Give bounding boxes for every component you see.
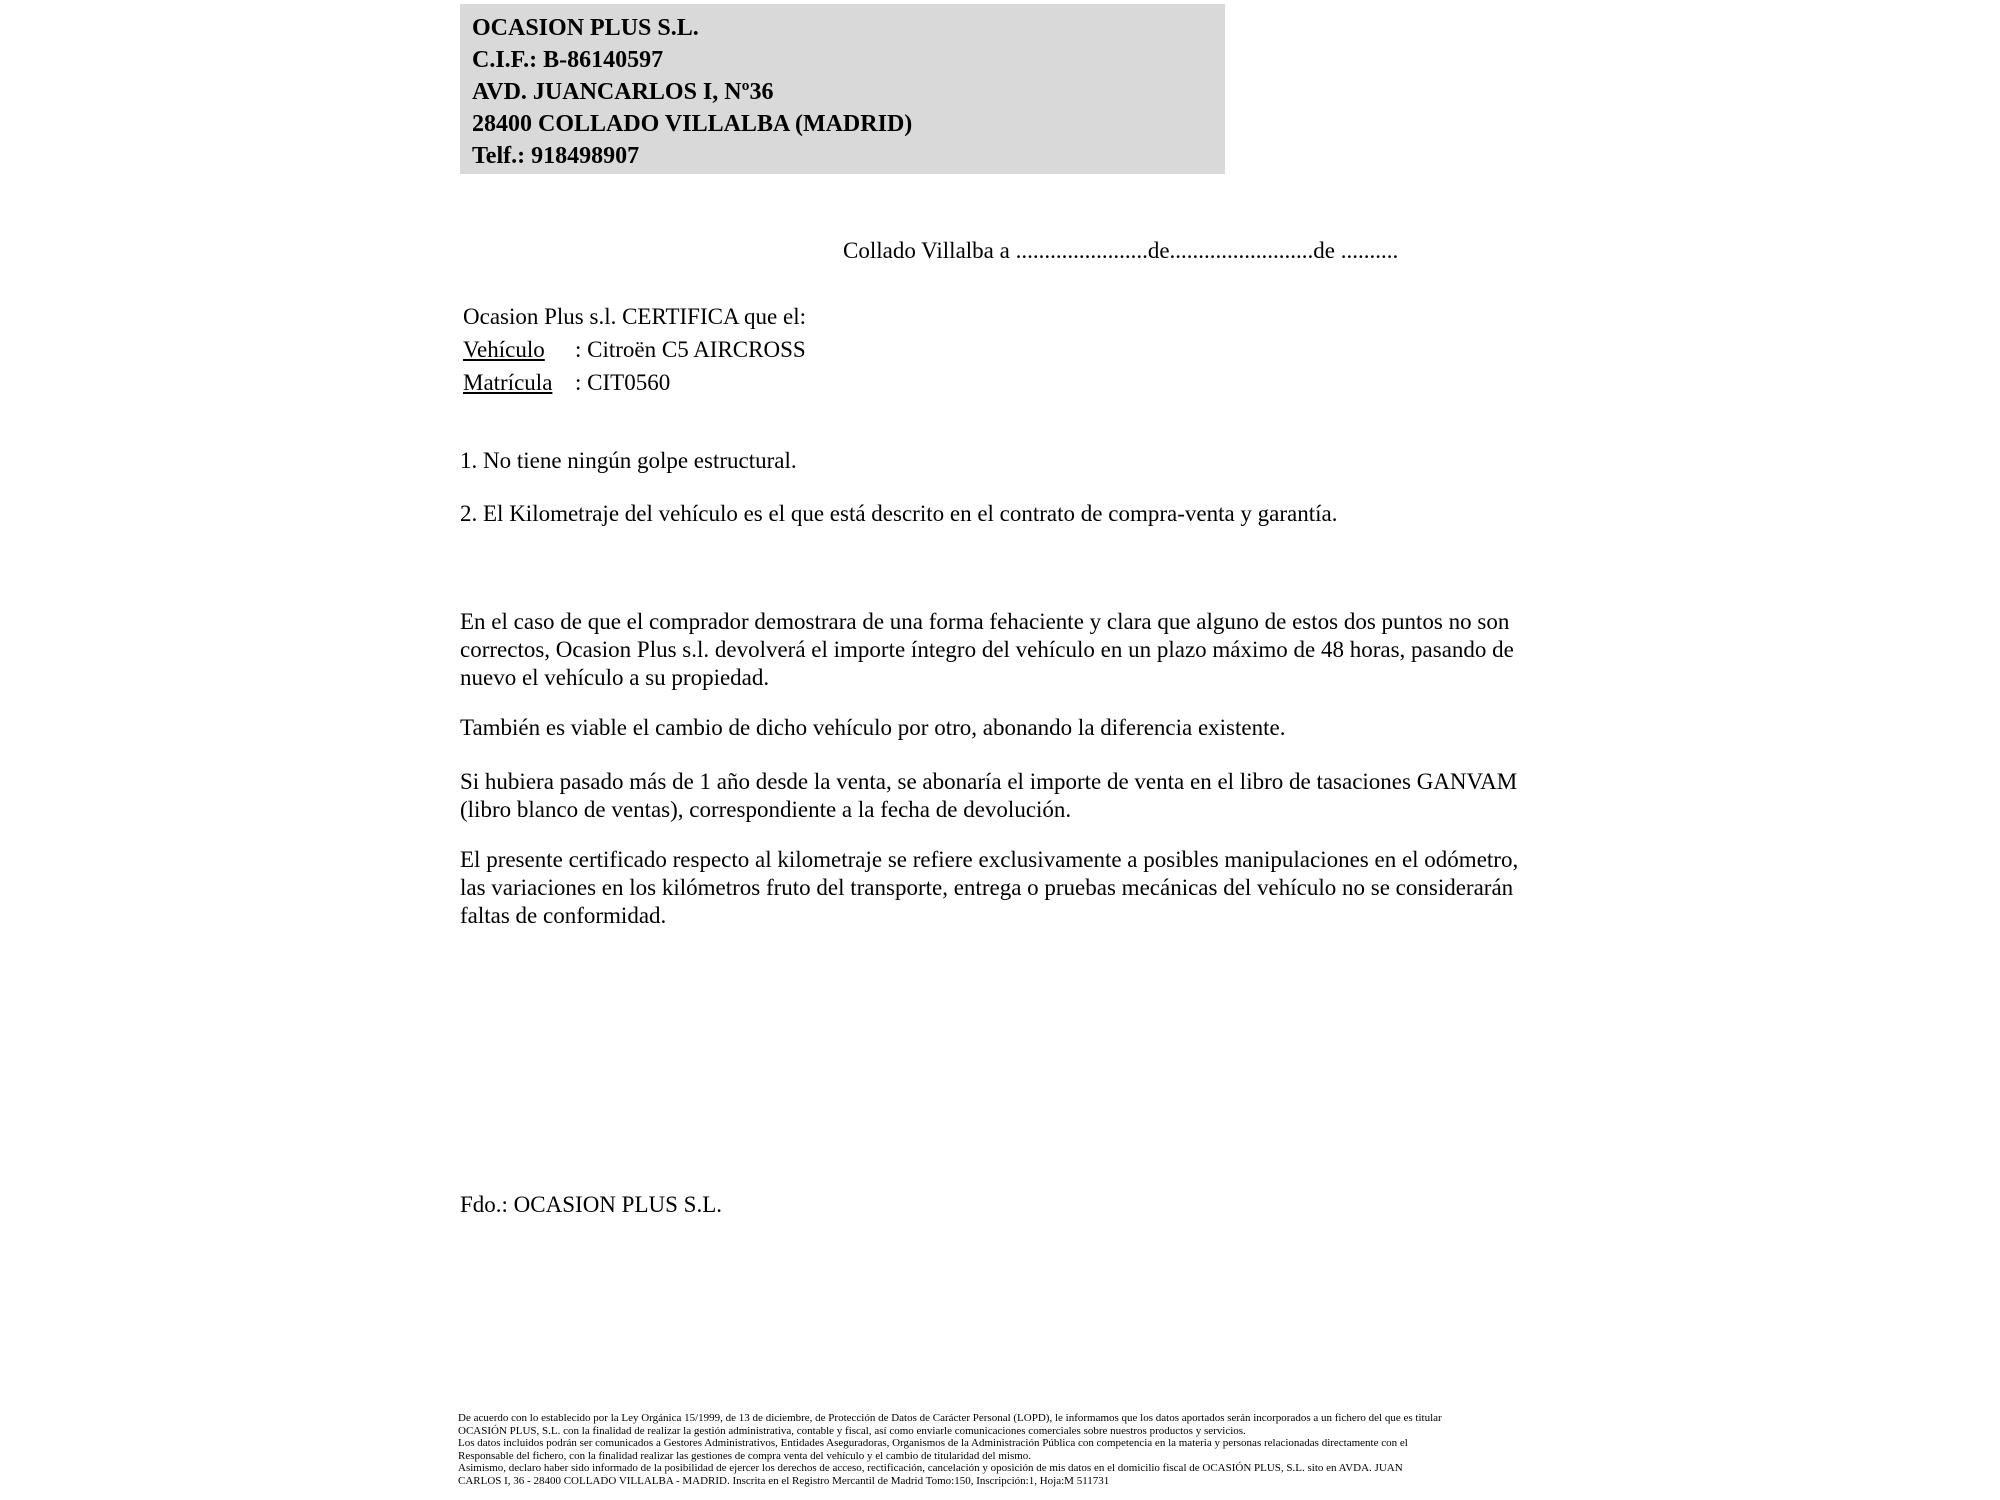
plate-value: : CIT0560 xyxy=(575,370,671,395)
company-address: AVD. JUANCARLOS I, Nº36 xyxy=(472,79,774,105)
fine-print-line: CARLOS I, 36 - 28400 COLLADO VILLALBA - MADRID. Inscrita en el Registro Mercantil de Madrid Tomo:150, Inscripción:1, Hoja:M 511731 xyxy=(458,1474,1110,1487)
company-cif: C.I.F.: B-86140597 xyxy=(472,47,664,73)
ganvam-paragraph: Si hubiera pasado más de 1 año desde la venta, se abonaría el importe de venta en el libro de tasaciones GANVAM (libro blanco de ventas), correspondiente a la fecha de devolución. xyxy=(460,769,1518,822)
certifica-intro: Ocasion Plus s.l. CERTIFICA que el: xyxy=(463,304,806,329)
vehicle-label: Vehículo xyxy=(463,337,545,362)
refund-paragraph: En el caso de que el comprador demostrara de una forma fehaciente y clara que alguno de estos dos puntos no son correctos, Ocasion Plus s.l. devolverá el importe íntegro del vehículo en un plazo máximo de 48 horas, pasando de nuevo el vehículo a su propiedad. xyxy=(460,609,1514,690)
plate-row xyxy=(463,366,806,399)
date-blank-line: Collado Villalba a .......................de.........................de .......... xyxy=(843,238,1399,263)
certification-block xyxy=(463,300,806,399)
legal-fine-print xyxy=(458,1412,1548,1488)
company-city: 28400 COLLADO VILLALBA (MADRID) xyxy=(472,111,913,137)
odometer-paragraph: El presente certificado respecto al kilometraje se refiere exclusivamente a posibles manipulaciones en el odómetro, las variaciones en los kilómetros fruto del transporte, entrega o pruebas mecánicas del vehículo no se considerarán faltas de conformidad. xyxy=(460,847,1519,928)
certified-point-2: 2. El Kilometraje del vehículo es el que está descrito en el contrato de compra-venta y garantía. xyxy=(460,501,1338,526)
company-phone: Telf.: 918498907 xyxy=(472,143,640,169)
fine-print-line: OCASIÓN PLUS, S.L. con la finalidad de realizar la gestión administrativa, contable y fiscal, así como enviarle comunicaciones comerciales sobre nuestros productos y servicios. xyxy=(458,1424,1246,1437)
fine-print-line: Asimismo, declaro haber sido informado de la posibilidad de ejercer los derechos de acceso, rectificación, cancelación y oposición de mis datos en el domicilio fiscal de OCASIÓN PLUS, S.L. sito en AVDA. JUAN xyxy=(458,1462,1403,1475)
fine-print-line: Los datos incluidos podrán ser comunicados a Gestores Administrativos, Entidades Aseguradoras, Organismos de la Administración Pública con competencia en la materia y personas relacionadas directamente con el xyxy=(458,1437,1408,1450)
vehicle-row xyxy=(463,333,806,366)
company-header-box xyxy=(460,4,1225,174)
certified-point-1: 1. No tiene ningún golpe estructural. xyxy=(460,448,797,473)
vehicle-label-cell xyxy=(463,333,575,366)
exchange-paragraph: También es viable el cambio de dicho vehículo por otro, abonando la diferencia existente. xyxy=(460,715,1286,740)
signature-line: Fdo.: OCASION PLUS S.L. xyxy=(460,1192,722,1217)
company-name: OCASION PLUS S.L. xyxy=(472,15,699,41)
vehicle-value: : Citroën C5 AIRCROSS xyxy=(575,337,806,362)
plate-label-cell xyxy=(463,366,575,399)
fine-print-line: De acuerdo con lo establecido por la Ley Orgánica 15/1999, de 13 de diciembre, de Protección de Datos de Carácter Personal (LOPD), le informamos que los datos aportados serán incorporados a un fichero del que es titular xyxy=(458,1412,1442,1424)
plate-label: Matrícula xyxy=(463,370,553,395)
fine-print-line: Responsable del fichero, con la finalidad realizar las gestiones de compra venta del vehículo y el cambio de titularidad del mismo. xyxy=(458,1449,1032,1462)
